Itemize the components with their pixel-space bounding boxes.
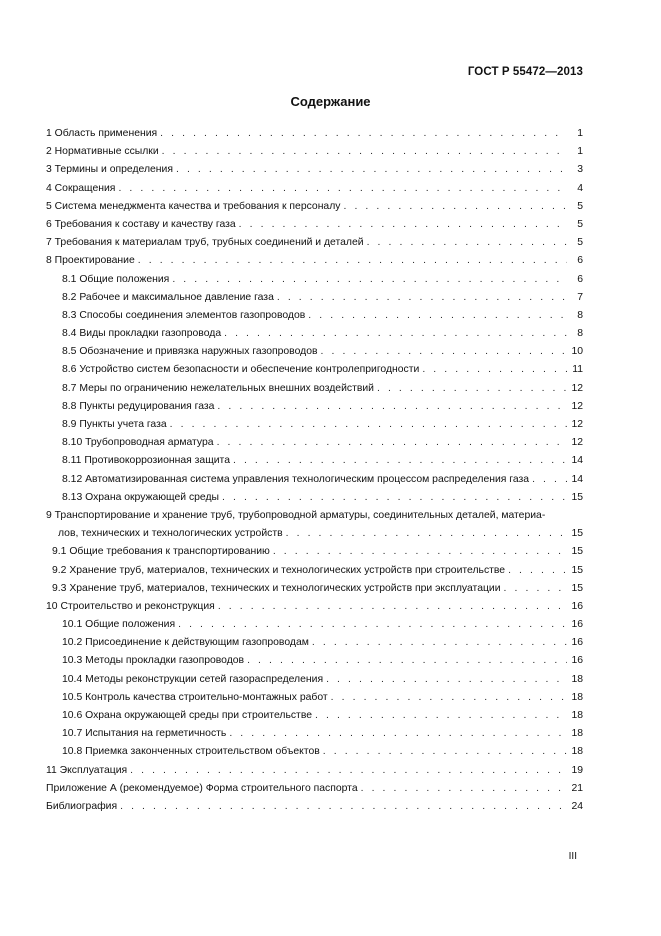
toc-entry-2[interactable]: 2 Нормативные ссылки . . . 1: [46, 143, 583, 161]
toc-entry-9-2[interactable]: 9.2 Хранение труб, материалов, технических и технологических устройств при строительстве . . . 15: [46, 562, 583, 580]
dot-leader: [178, 616, 567, 634]
dot-leader: [160, 125, 567, 143]
dot-leader: [312, 634, 567, 652]
toc-entry-8-5[interactable]: 8.5 Обозначение и привязка наружных газопроводов . . . 10: [46, 343, 583, 361]
toc-entry-10[interactable]: 10 Строительство и реконструкция . . . 16: [46, 598, 583, 616]
dot-leader: [170, 416, 567, 434]
toc-entry-8-3[interactable]: 8.3 Способы соединения элементов газопроводов . . . 8: [46, 307, 583, 325]
toc-entry-9-3[interactable]: 9.3 Хранение труб, материалов, технических и технологических устройств при эксплуатации . . . 15: [46, 580, 583, 598]
dot-leader: [343, 198, 567, 216]
dot-leader: [321, 343, 568, 361]
dot-leader: [217, 434, 567, 452]
toc-entry-8-6[interactable]: 8.6 Устройство систем безопасности и обеспечение контролепригодности . . . 11: [46, 361, 583, 379]
toc-entry-9-1[interactable]: 9.1 Общие требования к транспортированию . . . 15: [46, 543, 583, 561]
toc-entry-8-11[interactable]: 8.11 Противокоррозионная защита . . . 14: [46, 452, 583, 470]
toc-entry-6[interactable]: 6 Требования к составу и качеству газа . . . 5: [46, 216, 583, 234]
toc-entry-8-13[interactable]: 8.13 Охрана окружающей среды . . . 15: [46, 489, 583, 507]
dot-leader: [377, 380, 567, 398]
toc-entry-4[interactable]: 4 Сокращения . . . 4: [46, 180, 583, 198]
dot-leader: [118, 180, 567, 198]
dot-leader: [229, 725, 567, 743]
dot-leader: [367, 234, 567, 252]
dot-leader: [315, 707, 567, 725]
toc-entry-10-5[interactable]: 10.5 Контроль качества строительно-монтажных работ . . . 18: [46, 689, 583, 707]
dot-leader: [224, 325, 567, 343]
toc-entry-10-6[interactable]: 10.6 Охрана окружающей среды при строительстве . . . 18: [46, 707, 583, 725]
toc-entry-8[interactable]: 8 Проектирование . . . 6: [46, 252, 583, 270]
dot-leader: [222, 489, 567, 507]
toc-entry-10-4[interactable]: 10.4 Методы реконструкции сетей газораспределения . . . 18: [46, 671, 583, 689]
dot-leader: [162, 143, 567, 161]
toc-entry-10-1[interactable]: 10.1 Общие положения . . . 16: [46, 616, 583, 634]
dot-leader: [218, 598, 567, 616]
dot-leader: [508, 562, 567, 580]
dot-leader: [532, 471, 567, 489]
toc-entry-7[interactable]: 7 Требования к материалам труб, трубных соединений и деталей . . . 5: [46, 234, 583, 252]
document-code: ГОСТ Р 55472—2013: [467, 66, 583, 78]
toc-entry-8-4[interactable]: 8.4 Виды прокладки газопровода . . . 8: [46, 325, 583, 343]
toc-entry-9[interactable]: 9 Транспортирование и хранение труб, трубопроводной арматуры, соединительных деталей, материа- лов, технических и технологических устройств . . . 15: [46, 507, 583, 543]
toc-entry-8-7[interactable]: 8.7 Меры по ограничению нежелательных внешних воздействий . . . 12: [46, 380, 583, 398]
toc-entry-10-3[interactable]: 10.3 Методы прокладки газопроводов . . . 16: [46, 652, 583, 670]
table-of-contents: [46, 125, 583, 816]
toc-entry-1[interactable]: 1 Область применения . . . 1: [46, 125, 583, 143]
dot-leader: [233, 452, 567, 470]
dot-leader: [130, 762, 567, 780]
dot-leader: [323, 743, 567, 761]
toc-entry-5[interactable]: 5 Система менеджмента качества и требования к персоналу . . . 5: [46, 198, 583, 216]
dot-leader: [277, 289, 567, 307]
toc-entry-11[interactable]: 11 Эксплуатация . . . 19: [46, 762, 583, 780]
dot-leader: [331, 689, 567, 707]
toc-entry-10-8[interactable]: 10.8 Приемка законченных строительством объектов . . . 18: [46, 743, 583, 761]
dot-leader: [308, 307, 567, 325]
dot-leader: [326, 671, 567, 689]
toc-entry-3[interactable]: 3 Термины и определения . . . 3: [46, 161, 583, 179]
toc-entry-bibliography[interactable]: Библиография . . . 24: [46, 798, 583, 816]
dot-leader: [286, 525, 567, 543]
toc-entry-8-1[interactable]: 8.1 Общие положения . . . 6: [46, 271, 583, 289]
page-title: Содержание: [290, 94, 371, 109]
dot-leader: [361, 780, 567, 798]
dot-leader: [172, 271, 567, 289]
dot-leader: [504, 580, 567, 598]
toc-entry-8-9[interactable]: 8.9 Пункты учета газа . . . 12: [46, 416, 583, 434]
toc-entry-8-10[interactable]: 8.10 Трубопроводная арматура . . . 12: [46, 434, 583, 452]
page-number: III: [568, 851, 577, 862]
dot-leader: [138, 252, 567, 270]
toc-entry-10-7[interactable]: 10.7 Испытания на герметичность . . . 18: [46, 725, 583, 743]
toc-entry-10-2[interactable]: 10.2 Присоединение к действующим газопроводам . . . 16: [46, 634, 583, 652]
toc-entry-appendix-a[interactable]: Приложение А (рекомендуемое) Форма строительного паспорта . . . 21: [46, 780, 583, 798]
dot-leader: [239, 216, 567, 234]
toc-entry-8-8[interactable]: 8.8 Пункты редуцирования газа . . . 12: [46, 398, 583, 416]
dot-leader: [247, 652, 567, 670]
toc-entry-8-2[interactable]: 8.2 Рабочее и максимальное давление газа . . . 7: [46, 289, 583, 307]
toc-entry-8-12[interactable]: 8.12 Автоматизированная система управления технологическим процессом распределения газа . . . 14: [46, 471, 583, 489]
dot-leader: [176, 161, 567, 179]
dot-leader: [422, 361, 567, 379]
dot-leader: [273, 543, 567, 561]
dot-leader: [120, 798, 567, 816]
dot-leader: [217, 398, 567, 416]
